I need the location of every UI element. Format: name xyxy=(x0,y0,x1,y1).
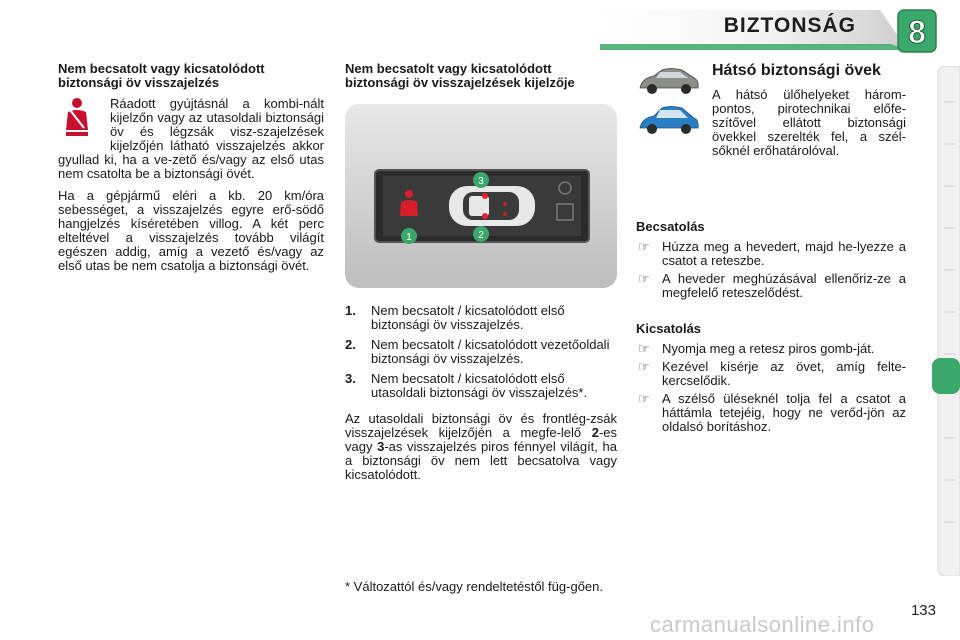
list-item xyxy=(636,240,906,268)
hand-pointer-icon: ☞ xyxy=(638,271,650,286)
car-top-view-icon xyxy=(449,186,535,226)
bullet-text: Nyomja meg a retesz piros gomb-ját. xyxy=(662,341,875,356)
list-item-text: Nem becsatolt / kicsatolódott első utasoldali biztonsági öv visszajelzés*. xyxy=(371,371,588,400)
active-chapter-tab xyxy=(932,358,960,394)
fastening-section xyxy=(636,220,906,300)
left-para2: Ha a gépjármű eléri a kb. 20 km/óra sebességet, a visszajelzés egyre erő-södő hangjelzés kíséretében villog. A két perc elteltével a visszajelzés tovább világít egészen addig, amíg a vezető és/vagy az első utas be nem csatolja a biztonsági övét. xyxy=(58,188,324,273)
bullet-text: Húzza meg a hevedert, majd he-lyezze a csatot a reteszbe. xyxy=(662,239,906,268)
list-item-number: 2. xyxy=(345,337,356,352)
list-item xyxy=(636,342,906,356)
footnote xyxy=(345,580,617,594)
list-item-number: 3. xyxy=(345,371,356,386)
bullet-text: A szélső üléseknél tolja fel a csatot a háttámla tetejéig, hogy ne verőd-jön az oldalsó borításhoz. xyxy=(662,391,906,434)
list-item xyxy=(345,304,617,332)
footnote-text: * Változattól és/vagy rendeltetéstől füg-gően. xyxy=(345,579,603,594)
right-intro-box xyxy=(712,88,906,158)
list-item xyxy=(636,360,906,388)
callout-3 xyxy=(473,172,489,188)
list-item xyxy=(345,372,617,400)
middle-heading: Nem becsatolt vagy kicsatolódott biztonsági öv visszajelzések kijelzője xyxy=(345,61,575,90)
middle-list xyxy=(345,304,617,482)
left-para1: Ráadott gyújtásnál a kombi-nált kijelzőn vagy az utasoldali biztonsági öv és légzsák visz-szajelzések kijelzőjén látható visszajelzés akkor gyullad ki, ha a ve-zető és/vagy az első utas nem csatolta be a biztonsági övét. xyxy=(58,96,324,181)
unfastening-title: Kicsatolás xyxy=(636,321,702,336)
list-item xyxy=(636,272,906,300)
page-number: 133 xyxy=(910,602,936,619)
chapter-badge xyxy=(896,8,938,54)
hand-pointer-icon: ☞ xyxy=(638,359,650,374)
callout-1 xyxy=(401,228,417,244)
hand-pointer-icon: ☞ xyxy=(638,391,650,406)
list-item-text: Nem becsatolt / kicsatolódott első biztonsági öv visszajelzés. xyxy=(371,303,565,332)
hand-pointer-icon: ☞ xyxy=(638,239,650,254)
page-title: BIZTONSÁG xyxy=(723,14,856,37)
bullet-text: Kezével kísérje az övet, amíg felte-kercselődik. xyxy=(662,359,906,388)
fastening-title: Becsatolás xyxy=(636,219,705,234)
svg-text:1: 1 xyxy=(406,232,412,243)
left-heading: Nem becsatolt vagy kicsatolódott biztonsági öv visszajelzés xyxy=(58,61,265,90)
middle-column xyxy=(345,62,617,90)
callout-2 xyxy=(473,226,489,242)
chapter-side-tabs xyxy=(932,66,960,576)
icon-wrap-spacer xyxy=(58,97,110,153)
svg-text:3: 3 xyxy=(478,176,484,187)
unfastening-section xyxy=(636,322,906,434)
left-body xyxy=(58,97,324,273)
left-column xyxy=(58,62,324,90)
list-item xyxy=(345,338,617,366)
hand-pointer-icon: ☞ xyxy=(638,341,650,356)
right-heading-box xyxy=(712,62,906,80)
car-side-icon xyxy=(636,64,702,98)
right-intro: A hátsó ülőhelyeket három-pontos, pirotechnikai előfe-szítővel ellátott biztonsági övekkel szerelték fel, a szél-sőknél erőhatárolóval. xyxy=(712,87,906,158)
list-item-text: Nem becsatolt / kicsatolódott vezetőoldali biztonsági öv visszajelzés. xyxy=(371,337,610,366)
car-side-blue-icon xyxy=(636,102,702,138)
watermark: carmanualsonline.info xyxy=(650,612,875,637)
list-item-number: 1. xyxy=(345,303,356,318)
list-item xyxy=(636,392,906,434)
seatbelt-display-figure xyxy=(345,104,617,288)
bullet-text: A heveder meghúzásával ellenőriz-ze a megfelelő reteszelődést. xyxy=(662,271,906,300)
chapter-number: 8 xyxy=(908,14,926,50)
right-heading: Hátsó biztonsági övek xyxy=(712,62,881,79)
middle-paragraph: Az utasoldali biztonsági öv és frontlég-zsák visszajelzések kijelzőjén a megfe-lelő 2-es vagy 3-as visszajelzés piros fénnyel világít, ha a biztonsági öv nem lett becsatolva vagy kicsatolódott. xyxy=(345,411,617,482)
svg-text:2: 2 xyxy=(478,230,484,241)
